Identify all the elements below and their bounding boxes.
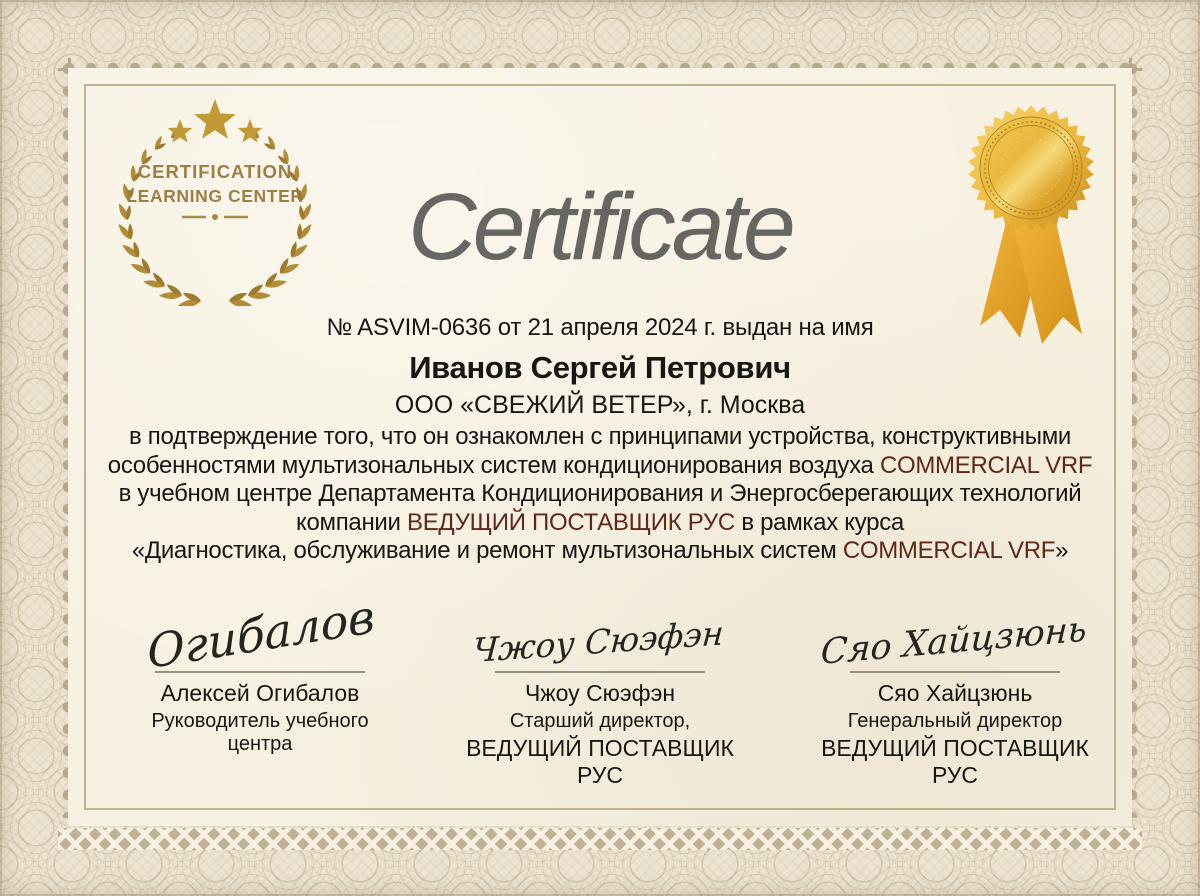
- handwritten-signature: Сяо Хайцзюнь: [819, 609, 1088, 674]
- body-line-5: «Диагностика, обслуживание и ремонт мультизональных систем COMMERCIAL VRF»: [131, 537, 1069, 565]
- signer-name: Чжоу Сюэфэн: [524, 680, 676, 706]
- handwritten-signature: Чжоу Сюэфэн: [471, 613, 726, 671]
- handwritten-signature: Огибалов: [145, 588, 376, 680]
- logo-line2: LEARNING CENTER: [126, 186, 304, 206]
- body-line-1: в подтверждение того, что он ознакомлен с принципами устройства, конструктивными: [128, 423, 1072, 450]
- body-line-3: в учебном центре Департамента Кондиционирования и Энергосберегающих технологий: [118, 480, 1082, 508]
- accent-commercial-vrf: COMMERCIAL VRF: [879, 451, 1093, 479]
- lace-edge-bottom: [58, 828, 1142, 850]
- signature-block-right: [805, 573, 1105, 789]
- signer-company: ВЕДУЩИЙ ПОСТАВЩИК РУС: [466, 735, 734, 788]
- recipient-name: Иванов Сергей Петрович: [409, 350, 791, 385]
- signature-line: [850, 671, 1060, 673]
- signer-company: ВЕДУЩИЙ ПОСТАВЩИК РУС: [821, 735, 1089, 788]
- certificate-content: [68, 68, 1132, 566]
- recipient-company: ООО «СВЕЖИЙ ВЕТЕР», г. Москва: [394, 391, 806, 419]
- body-line-4: компании ВЕДУЩИЙ ПОСТАВЩИК РУС в рамках курса: [296, 508, 904, 536]
- signature-block-left: [120, 573, 400, 756]
- body-line-2: особенностями мультизональных систем кондиционирования воздуха COMMERCIAL VRF: [107, 451, 1093, 479]
- signer-title: Руководитель учебного центра: [151, 710, 369, 755]
- accent-commercial-vrf-2: COMMERCIAL VRF: [842, 537, 1056, 565]
- logo-line1: CERTIFICATION: [137, 161, 293, 182]
- signer-title: Старший директор,: [509, 710, 691, 732]
- signature-line: [495, 671, 705, 673]
- accent-supplier: ВЕДУЩИЙ ПОСТАВЩИК РУС: [407, 508, 735, 536]
- certificate-body-text: [68, 423, 1132, 566]
- signer-title: Генеральный директор: [847, 710, 1063, 732]
- signature-block-middle: [460, 573, 740, 789]
- issue-line: № ASVIM-0636 от 21 апреля 2024 г. выдан на имя: [326, 314, 874, 341]
- signer-name: Алексей Огибалов: [160, 680, 360, 706]
- signer-name: Сяо Хайцзюнь: [877, 680, 1033, 706]
- certificate-title: Certificate: [408, 174, 792, 280]
- certificate-paper: [68, 68, 1132, 826]
